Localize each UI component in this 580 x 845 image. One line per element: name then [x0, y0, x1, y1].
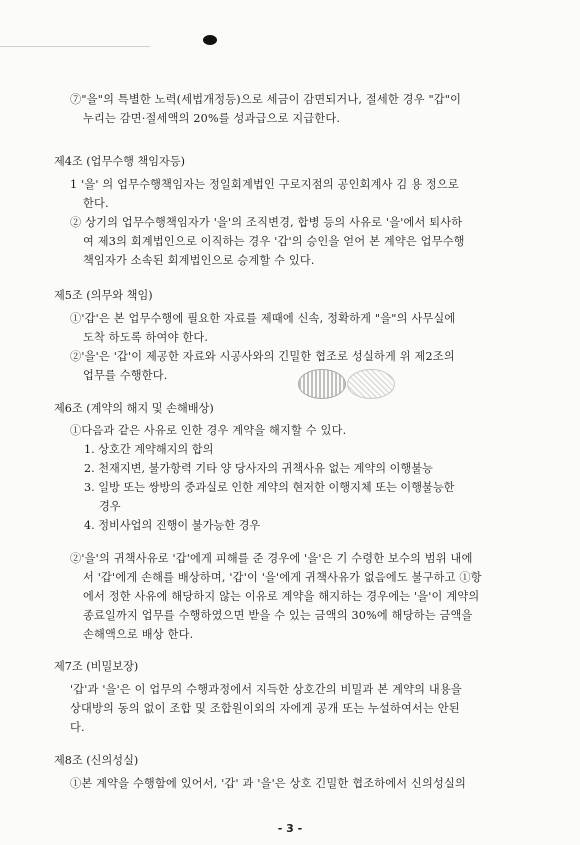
text-line: 손해액으로 배상 한다.	[83, 628, 194, 641]
seal-stamp	[298, 369, 346, 399]
scan-line	[0, 46, 150, 47]
article-6-para-2	[70, 549, 550, 644]
text-line: 종료일까지 업무를 수행하였으면 받을 수 있는 금액의 30%에 해당하는 금액을	[83, 609, 473, 622]
text-line: 업무를 수행한다.	[83, 369, 168, 382]
text-line: ①본 계약을 수행함에 있어서, '갑' 과 '을'은 상호 긴밀한 협조하에서 신의성실의	[70, 777, 467, 790]
article-5-para-1	[70, 309, 550, 347]
list-item: 2. 천재지변, 불가항력 기타 양 당사자의 귀책사유 없는 계약의 이행불능	[84, 462, 433, 475]
text-line: ②'을'은 '갑'이 제공한 자료와 시공사와의 긴밀한 협조로 성실하게 위 제2조의	[70, 350, 455, 363]
text-line: 책임자가 소속된 회계법인으로 승계할 수 있다.	[83, 254, 315, 267]
article-8-para	[70, 774, 550, 793]
text-line: ⑦"을"의 특별한 노력(세법개정등)으로 세금이 감면되거나, 절세한 경우 "갑"이	[70, 93, 462, 106]
list-item: 1. 상호간 계약해지의 합의	[84, 443, 214, 456]
text-line: '갑'과 '을'은 이 업무의 수행과정에서 지득한 상호간의 비밀과 본 계약의 내용을	[70, 683, 462, 696]
page-number: - 3 -	[277, 822, 303, 835]
article-5-heading: 제5조 (의무와 책임)	[54, 289, 153, 302]
text-line: ①'갑'은 본 업무수행에 필요한 자료를 제때에 신속, 정확하게 "을"의 사무실에	[70, 312, 456, 325]
text-line: 도착 하도록 하여야 한다.	[83, 331, 209, 344]
text-line: ② 상기의 업무수행책임자가 '을'의 조직변경, 합병 등의 사유로 '을'에서 퇴사하	[70, 216, 463, 229]
article-7-para	[70, 680, 550, 737]
article-performance-bonus	[70, 90, 550, 128]
text-line: 누리는 감면·절세액의 20%를 성과급으로 지급한다.	[83, 112, 341, 125]
text-line: 서 '갑'에게 손해를 배상하며, '갑'이 '을'에게 귀책사유가 없음에도 불구하고 ①항	[83, 571, 482, 584]
list-item-continued: 경우	[99, 500, 121, 513]
article-6-heading: 제6조 (계약의 해지 및 손해배상)	[54, 402, 214, 415]
article-7-heading: 제7조 (비밀보장)	[54, 660, 139, 673]
article-6-intro: ①다음과 같은 사유로 인한 경우 계약을 해지할 수 있다.	[70, 424, 347, 437]
text-line: 상대방의 동의 없이 조합 및 조합원이외의 자에게 공개 또는 누설하여서는 안된	[70, 702, 460, 715]
text-line: 다.	[70, 721, 85, 734]
punch-hole	[203, 35, 217, 45]
list-item: 4. 정비사업의 진행이 불가능한 경우	[84, 519, 261, 532]
text-line: 여 제3의 회계법인으로 이직하는 경우 '갑'의 승인을 얻어 본 계약은 업무수행	[83, 235, 465, 248]
article-4-heading: 제4조 (업무수행 책임자등)	[54, 155, 186, 168]
text-line: ②'을'의 귀책사유로 '갑'에게 피해를 준 경우에 '을'은 기 수령한 보수의 범위 내에	[70, 552, 473, 565]
list-item: 3. 일방 또는 쌍방의 중과실로 인한 계약의 현저한 이행지체 또는 이행불능한	[84, 481, 455, 494]
article-8-heading: 제8조 (신의성실)	[54, 754, 139, 767]
article-4-para-2	[70, 213, 550, 270]
article-4-para-1	[70, 175, 550, 213]
text-line: 에서 정한 사유에 해당하지 않는 이유로 계약을 해지하는 경우에는 '을'이 계약의	[83, 590, 480, 603]
text-line: 1 '을' 의 업무수행책임자는 정일회계법인 구로지점의 공인회계사 김 용 정으로	[70, 178, 459, 191]
seal-stamp	[347, 369, 395, 399]
text-line: 한다.	[83, 197, 109, 210]
